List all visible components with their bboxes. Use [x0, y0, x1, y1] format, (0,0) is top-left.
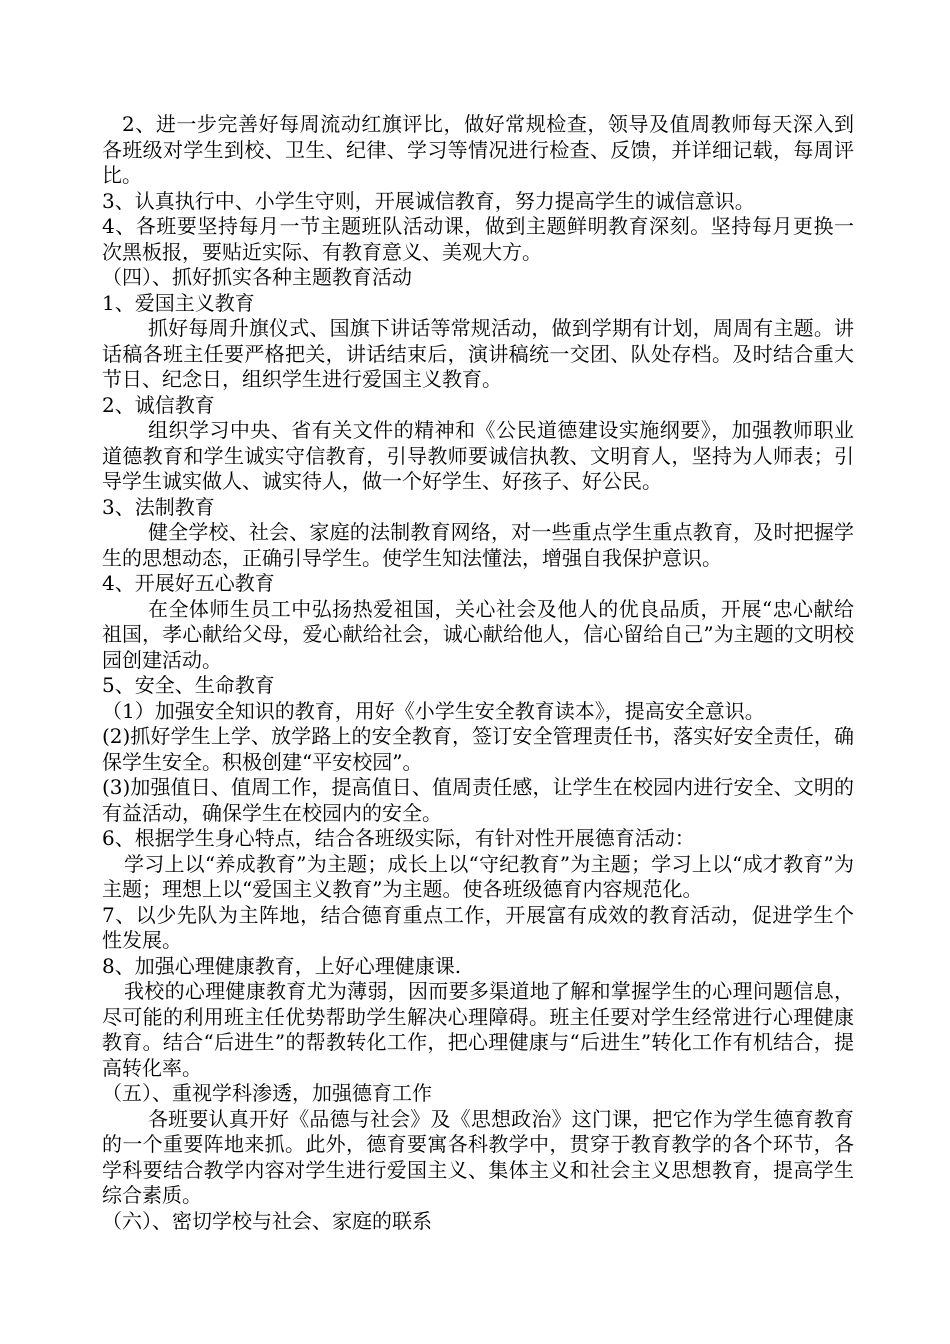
paragraph: 抓好每周升旗仪式、国旗下讲话等常规活动，做到学期有计划，周周有主题。讲话稿各班主任要严格把关，讲话结束后，演讲稿统一交团、队处存档。及时结合重大节日、纪念日，组织学生进行爱国主义教育。	[102, 316, 854, 391]
subsection-heading: 3、法制教育	[102, 494, 215, 519]
paragraph: 在全体师生员工中弘扬热爱祖国，关心社会及他人的优良品质，开展“忠心献给祖国，孝心献给父母，爱心献给社会，诚心献给他人，信心留给自己”为主题的文明校园创建活动。	[102, 596, 854, 672]
paragraph: 4、各班要坚持每月一节主题班队活动课，做到主题鲜明教育深刻。坚持每月更换一次黑板报，要贴近实际、有教育意义、美观大方。	[102, 214, 854, 264]
subsection-heading: 8、加强心理健康教育，上好心理健康课.	[102, 953, 462, 978]
paragraph: 学习上以“养成教育”为主题；成长上以“守纪教育”为主题；学习上以“成才教育”为主题；理想上以“爱国主义教育”为主题。使各班级德育内容规范化。	[102, 851, 854, 901]
paragraph: 3、认真执行中、小学生守则，开展诚信教育，努力提高学生的诚信意识。	[102, 188, 755, 213]
paragraph: 7、以少先队为主阵地，结合德育重点工作，开展富有成效的教育活动，促进学生个性发展。	[102, 902, 854, 952]
document-body	[102, 112, 854, 1234]
paragraph: (2)抓好学生上学、放学路上的安全教育，签订安全管理责任书，落实好安全责任，确保学生安全。积极创建“平安校园”。	[102, 724, 854, 774]
paragraph: （1）加强安全知识的教育，用好《小学生安全教育读本》，提高安全意识。	[102, 698, 765, 723]
subsection-heading: 6、根据学生身心特点，结合各班级实际，有针对性开展德育活动：	[102, 826, 695, 850]
section-heading: （六）、密切学校与社会、家庭的联系	[102, 1208, 432, 1233]
paragraph: 各班要认真开好《品德与社会》及《思想政治》这门课，把它作为学生德育教育的一个重要阵地来抓。此外，德育要寓各科教学中，贯穿于教育教学的各个环节，各学科要结合教学内容对学生进行爱国主义、集体主义和社会主义思想教育，提高学生综合素质。	[102, 1106, 854, 1207]
paragraph: 我校的心理健康教育尤为薄弱，因而要多渠道地了解和掌握学生的心理问题信息，尽可能的利用班主任优势帮助学生解决心理障碍。班主任要对学生经常进行心理健康教育。结合“后进生”的帮教转化工作，把心理健康与“后进生”转化工作有机结合，提高转化率。	[102, 979, 854, 1080]
subsection-heading: 2、诚信教育	[102, 392, 215, 417]
paragraph: (3)加强值日、值周工作，提高值日、值周责任感，让学生在校园内进行安全、文明的有益活动，确保学生在校园内的安全。	[102, 775, 854, 825]
section-heading: （四）、抓好抓实各种主题教育活动	[102, 265, 412, 289]
section-heading: （五）、重视学科渗透，加强德育工作	[102, 1081, 432, 1105]
paragraph: 2、进一步完善好每周流动红旗评比，做好常规检查，领导及值周教师每天深入到各班级对学生到校、卫生、纪律、学习等情况进行检查、反馈，并详细记载，每周评比。	[102, 112, 854, 187]
paragraph: 健全学校、社会、家庭的法制教育网络，对一些重点学生重点教育，及时把握学生的思想动态，正确引导学生。使学生知法懂法，增强自我保护意识。	[102, 520, 854, 570]
subsection-heading: 4、开展好五心教育	[102, 571, 275, 595]
subsection-heading: 5、安全、生命教育	[102, 673, 275, 697]
subsection-heading: 1、爱国主义教育	[102, 290, 255, 315]
paragraph: 组织学习中央、省有关文件的精神和《公民道德建设实施纲要》，加强教师职业道德教育和学生诚实守信教育，引导教师要诚信执教、文明育人，坚持为人师表；引导学生诚实做人、诚实待人，做一个好学生、好孩子、好公民。	[102, 418, 854, 493]
